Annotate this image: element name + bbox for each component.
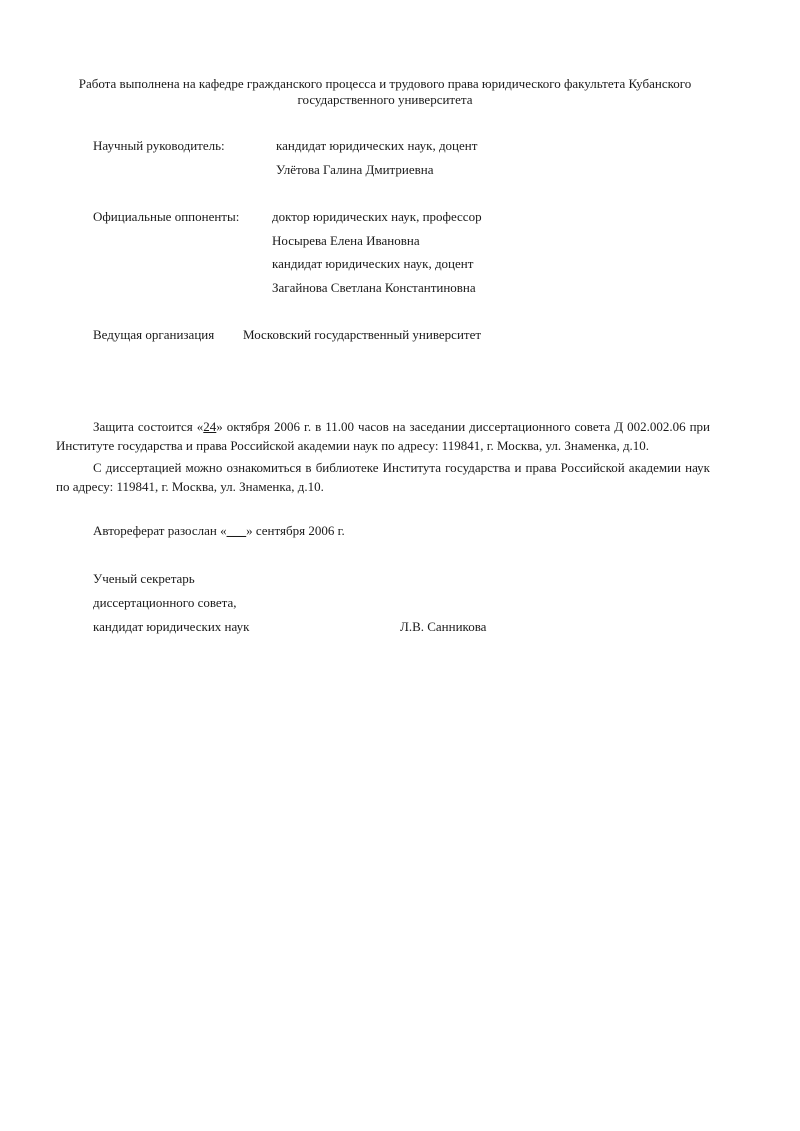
abstract-sent-prefix: Автореферат разослан « [93, 523, 227, 538]
header-line-2: государственного университета [297, 92, 473, 107]
opponents-label: Официальные оппоненты: [93, 209, 240, 224]
secretary-name: Л.В. Санникова [400, 619, 487, 634]
secretary-line-2: диссертационного совета, [93, 595, 237, 610]
supervisor-degree: кандидат юридических наук, доцент [276, 138, 478, 153]
abstract-sent-blank: ___ [226, 523, 247, 538]
abstract-sent-suffix: » сентября 2006 г. [246, 523, 345, 538]
lead-org-label: Ведущая организация [93, 327, 215, 342]
opponent-1-name: Носырева Елена Ивановна [272, 233, 420, 248]
defense-day: 24 [203, 419, 217, 434]
lead-org-name: Московский государственный университет [243, 327, 482, 342]
opponent-2-degree: кандидат юридических наук, доцент [272, 256, 474, 271]
opponent-2-name: Загайнова Светлана Константиновна [272, 280, 476, 295]
supervisor-name: Улётова Галина Дмитриевна [276, 162, 434, 177]
opponent-1-degree: доктор юридических наук, профессор [272, 209, 482, 224]
secretary-line-3: кандидат юридических наук [93, 619, 250, 634]
abstract-sent-line [93, 524, 345, 537]
secretary-line-1: Ученый секретарь [93, 571, 195, 586]
defense-paragraph [56, 417, 710, 455]
header-line-1: Работа выполнена на кафедре гражданского процесса и трудового права юридического факультета Кубанского [78, 76, 692, 91]
defense-rest: » октября 2006 г. в 11.00 часов на заседании диссертационного совета Д 002.002.06 при Институте государства и права Российской академии наук по адресу: 119841, г. Москва, ул. Знаменка, д.10. [56, 419, 710, 453]
library-paragraph: С диссертацией можно ознакомиться в библиотеке Института государства и права Российской академии наук по адресу: 119841, г. Москва, ул. Знаменка, д.10. [56, 460, 710, 494]
supervisor-label: Научный руководитель: [93, 138, 225, 153]
defense-prefix: Защита состоится « [93, 419, 204, 434]
